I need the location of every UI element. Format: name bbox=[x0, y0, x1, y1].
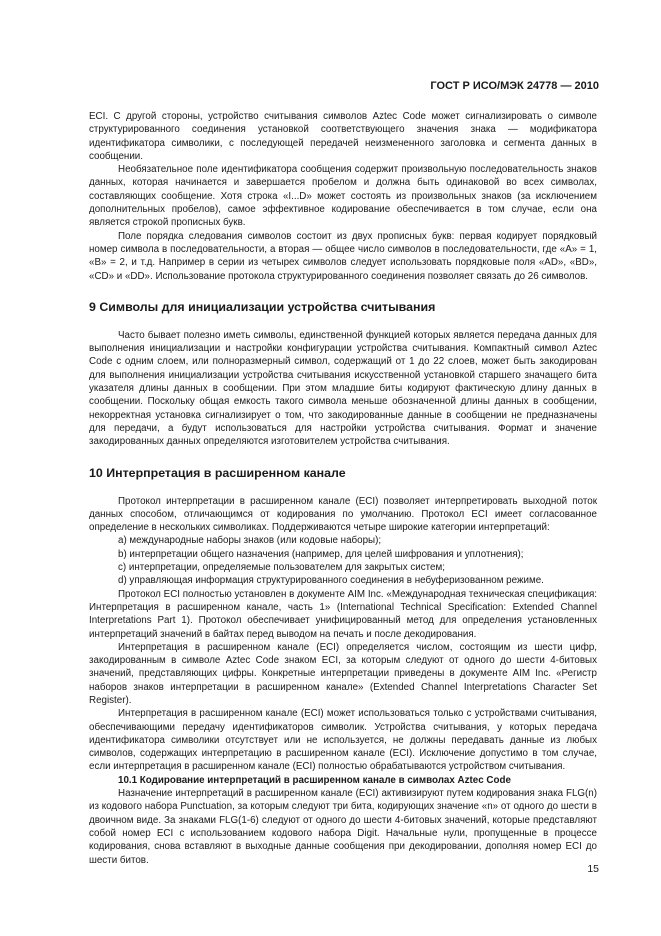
paragraph: Протокол ECI полностью установлен в документе AIM Inc. «Международная техническая спецификация: Интерпретация в расширенном канале, часть 1» (International Technical Specification: Extended Channel Interpretations Part 1). Протокол обеспечивает унифицированный метод для определения установленных интерпретаций значений в байтах перед выводом на печать и после декодирования. bbox=[89, 588, 597, 640]
paragraph: Необязательное поле идентификатора сообщения содержит произвольную последовательность знаков данных, которая начинается и завершается пробелом и должна быть одинаковой во всех символах, составляющих сообщение. Хотя строка «I...D» может состоять из произвольных знаков (за исключением дополнительных пробелов), самое эффективное кодирование обеспечивается в том случае, если она является строкой прописных букв. bbox=[89, 164, 597, 229]
paragraph: Протокол интерпретации в расширенном канале (ECI) позволяет интерпретировать выходной поток данных способом, отличающимся от кодирования по умолчанию. Протокол ECI имеет согласованное определение в нескольких символиках. Поддерживаются четыре широкие категории интерпретаций: bbox=[89, 495, 597, 534]
paragraph: Часто бывает полезно иметь символы, единственной функцией которых является передача данных для выполнения инициализации и настройки конфигурации устройства считывания. Компактный символ Aztec Code с одним слоем, или полноразмерный символ, содержащий от 1 до 22 слоев, может быть закодирован для выполнения инициализации устройства считывания искусственной установкой старшего значащего бита указателя длины данных в сообщении. При этом младшие биты кодируют фактическую длину данных в сообщении. Поскольку общая емкость такого символа меньше обозначенной длины данных в сообщении, некорректная установка сигнализирует о том, что закодированные данные в сообщении не предназначены для передачи, а будут использоваться для настройки устройства считывания. Формат и значение закодированных данных определяются изготовителем устройства считывания. bbox=[89, 329, 597, 448]
paragraph: Поле порядка следования символов состоит из двух прописных букв: первая кодирует порядковый номер символа в последовательности, а вторая — общее число символов в последовательности, где «A» = 1, «B» = 2, и т.д. Например в серии из четырех символов следует использовать порядковые поля «AD», «BD», «CD» и «DD». Использование протокола структурированного соединения позволяет связать до 26 символов. bbox=[89, 230, 597, 282]
paragraph: Интерпретация в расширенном канале (ECI) определяется числом, состоящим из шести цифр, закодированным в символе Aztec Code знаком ECI, за которым следуют от одного до шести 4-битовых значений, представляющих цифры. Конкретные интерпретации приведены в документе AIM Inc. «Регистр наборов знаков интерпретации в расширенном канале» (Extended Channel Interpretations Character Set Register). bbox=[89, 641, 597, 706]
paragraph: Назначение интерпретаций в расширенном канале (ECI) активизируют путем кодирования знака FLG(n) из кодового набора Punctuation, за которым следуют три бита, кодирующих значение «n» от одного до шести в двоичном виде. За знаками FLG(1-6) следуют от одного до шести 4-битовых значений, которые представляют собой номер ECI с использованием кодового набора Digit. Начальные нули, пропущенные в процессе кодирования, снова вставляют в выходные данные сообщения при декодировании, дополняя номер ECI до шести битов. bbox=[89, 788, 597, 866]
list-item: d) управляющая информация структурированного соединения в небуферизованном режиме. bbox=[118, 575, 544, 587]
page-content bbox=[89, 110, 597, 867]
subsection-10-1-heading: 10.1 Кодирование интерпретаций в расширенном канале в символах Aztec Code bbox=[118, 774, 511, 786]
section-10-heading: 10 Интерпретация в расширенном канале bbox=[89, 465, 346, 480]
page-number: 15 bbox=[587, 863, 599, 875]
list-item: a) международные наборы знаков (или кодовые наборы); bbox=[118, 535, 382, 547]
paragraph: ECI. С другой стороны, устройство считывания символов Aztec Code может сигнализировать о символе структурированного соединения установкой соответствующего значения знака — модификатора идентификатора символики, с последующей передачей неизмененного заголовка и сегмента данных в сообщении. bbox=[89, 111, 597, 162]
interpretation-categories-list bbox=[89, 534, 597, 587]
list-item: b) интерпретации общего назначения (например, для целей шифрования и уплотнения); bbox=[118, 548, 524, 560]
paragraph: Интерпретация в расширенном канале (ECI) может использоваться только с устройствами считывания, обеспечивающими передачу идентификаторов символик. Устройства считывания, у которых передача идентификатора символики отсутствует или не используется, не должны передавать данные из любых символов, содержащих интерпретацию в расширенном канале (ECI). Исключение допустимо в том случае, если интерпретация в расширенном канале (ECI) полностью обрабатываются устройством считывания. bbox=[89, 708, 597, 773]
section-9-heading: 9 Символы для инициализации устройства считывания bbox=[89, 299, 436, 314]
page-header-standard-code: ГОСТ Р ИСО/МЭК 24778 — 2010 bbox=[430, 80, 599, 92]
list-item: c) интерпретации, определяемые пользователем для закрытых систем; bbox=[118, 562, 445, 574]
